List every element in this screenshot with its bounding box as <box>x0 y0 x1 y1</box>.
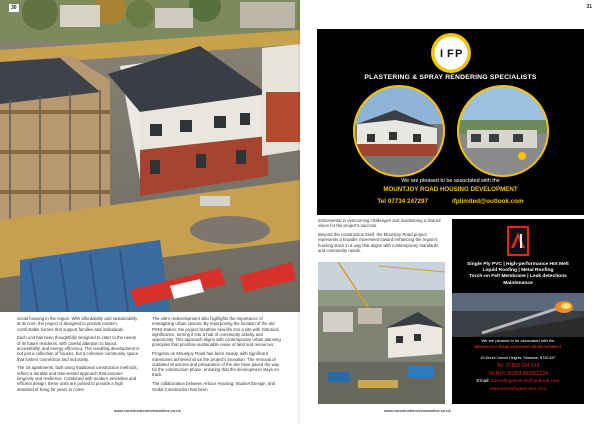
roofing-email-label: Email: <box>476 379 490 384</box>
article-paragraph: Each unit has been thoughtfully designed to cater to the needs of its future residents, with careful attention to layout, accessibility, and energy efficiency. The resulting development is not just a collection of houses, but a cohesive community space that fosters connection and inclusivity. <box>17 335 140 362</box>
ifp-logo-letter-i: I <box>440 48 444 60</box>
article-paragraph: The collaboration between Arbour Housing, StudioArDesign, and Gedal Construction has been <box>152 381 276 392</box>
ifp-development-name: MOUNTJOY ROAD HOUSING DEVELOPMENT <box>383 186 518 193</box>
ifp-phone[interactable]: Tel 07734 247297 <box>377 198 429 205</box>
roofing-advert <box>452 219 584 404</box>
roofing-website[interactable]: www.a1roofingservice.com <box>489 387 547 392</box>
article-paragraph: The site's redevelopment also highlights the importance of reimagining urban spaces. By repurposing the location of the old PSNI station, the project breathes new life into a site with historical significance, turning it into a hub of community activity and opportunity. This approach aligns with contemporary urban planning principles that prioritise sustainable reuse of land and resources. <box>152 316 281 348</box>
footer-url-left[interactable]: www.constructionreviewonline.co.uk <box>114 409 181 413</box>
ifp-contact <box>317 198 584 205</box>
ifp-logo <box>430 32 472 74</box>
roofing-development-name: MOUNTJOY ROAD HOUSING DEVELOPMENT <box>474 344 562 349</box>
footer-url-right[interactable]: www.constructionreviewonline.co.uk <box>384 409 451 413</box>
ifp-associated-text: We are pleased to be associated with the <box>401 178 500 184</box>
ifp-advert <box>317 29 584 215</box>
article-paragraph: instrumental in overcoming challenges and maintaining a shared vision for the project's success. <box>318 218 441 229</box>
roofing-torch-photo <box>452 293 584 337</box>
roofing-services <box>456 262 580 287</box>
article-paragraph: Progress on Mountjoy Road has been steady, with significant milestones achieved since the project's inception. The removal of outdated structures and preparation of the site have paved the way for the construction phase, ensuring that the development stays on track. <box>152 351 280 378</box>
roofing-address: 43 Mount Carmel Heights, Strabane, BT82 8JF <box>480 356 556 360</box>
roofing-phone[interactable]: Tel: 07858 524 619 <box>496 363 540 369</box>
construction-site-photo <box>0 0 300 312</box>
ifp-email[interactable]: ifplimited@outlook.com <box>452 198 524 205</box>
roofing-email[interactable]: a1roofingservices@outlook.com <box>491 379 560 384</box>
roofing-service-line: Maintenance <box>503 280 533 286</box>
page-number-right: 31 <box>586 4 592 10</box>
roofing-service-line: Liquid Roofing | Metal Roofing <box>482 268 554 274</box>
article-column-2 <box>152 316 282 395</box>
roofing-service-line: Single Ply PVC | High-performance Hot Melt <box>467 262 569 267</box>
right-article-column <box>318 218 444 257</box>
roofing-email-line <box>452 379 584 384</box>
page-number-left: 30 <box>11 5 17 11</box>
roofing-phone-roi[interactable]: Tel ROI: 00353 852882224 <box>488 371 548 377</box>
article-column-1 <box>17 316 140 395</box>
article-paragraph: Beyond the construction itself, the Mountjoy Road project represents a broader movement toward enhancing the region's housing stock in a way that aligns with contemporary standards and community needs. <box>318 232 439 253</box>
article-paragraph: The 18 apartments, built using traditional construction methods, reflect a durable and time-tested approach that ensures longevity and resilience. Combined with modern amenities and efficient design, these units are poised to provide a high standard of living for years to come. <box>17 365 138 392</box>
roofing-associated-text: We are pleased to be associated with the <box>481 338 555 343</box>
ifp-photo-circles <box>317 84 584 179</box>
roofing-service-line: Torch-on Felt Membrane | Leak detections <box>469 274 567 280</box>
article-paragraph: social housing in the region. With affordability and sustainability at its core, the project is designed to provide modern, comfortable homes that support families and individuals. <box>17 316 138 332</box>
ifp-logo-letter-p: P <box>455 48 463 60</box>
ifp-logo-letter-f: F <box>447 48 454 60</box>
ifp-heading: PLASTERING & SPRAY RENDERING SPECIALISTS <box>364 74 537 81</box>
a1-roofing-logo <box>507 226 529 256</box>
street-aerial-photo <box>318 262 445 404</box>
